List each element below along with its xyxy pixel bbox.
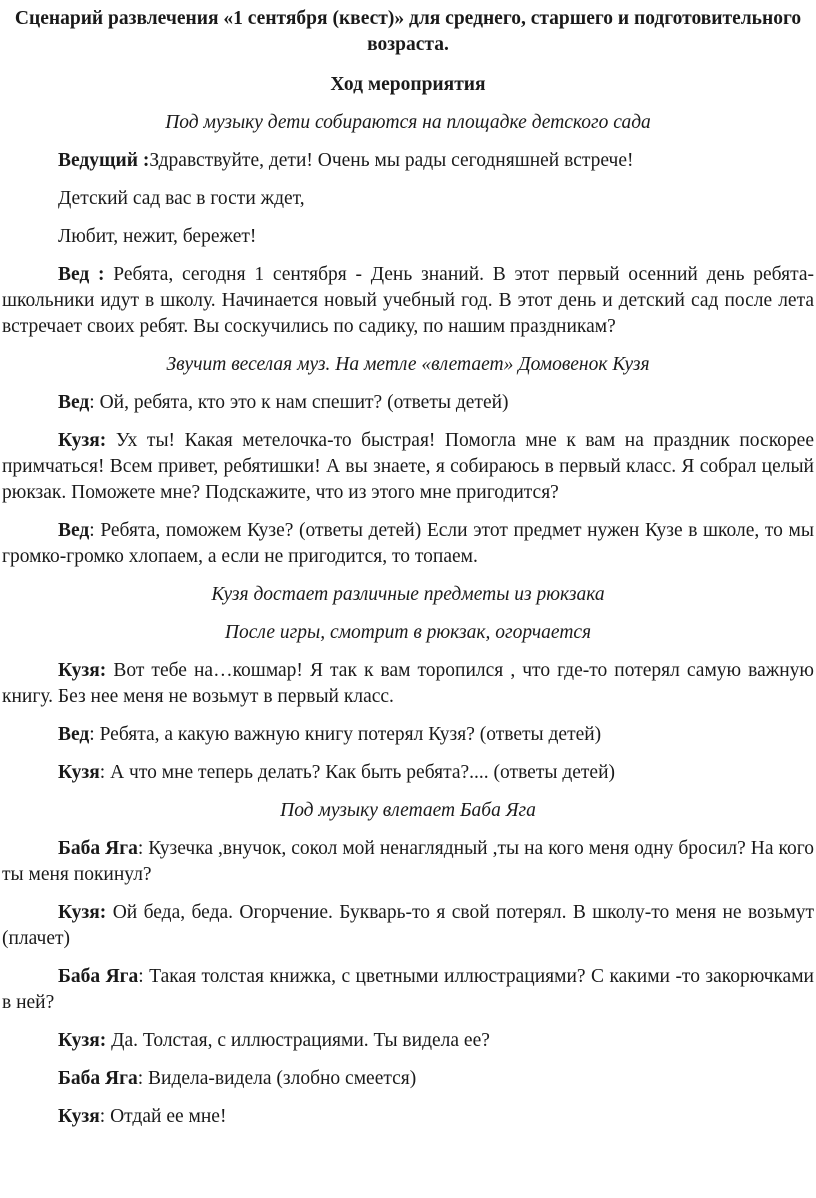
dialogue-line xyxy=(2,262,814,340)
dialogue-line xyxy=(2,900,814,952)
line-text: : Отдай ее мне! xyxy=(99,1106,227,1127)
line-text: : Такая толстая книжка, с цветными иллюстрациями? С какими -то закорючками в ней? xyxy=(2,966,814,1013)
line-text: Здравствуйте, дети! Очень мы рады сегодняшней встрече! xyxy=(149,150,634,171)
dialogue-line xyxy=(2,760,814,786)
speaker-label: Кузя: xyxy=(58,1030,107,1051)
section-heading: Ход мероприятия xyxy=(330,74,486,95)
line-text: : Ребята, а какую важную книгу потерял Кузя? (ответы детей) xyxy=(89,724,602,745)
speaker-label: Кузя xyxy=(58,762,100,783)
line-text: Вот тебе на…кошмар! Я так к вам торопился , что где-то потерял самую важную книгу. Без нее меня не возьмут в первый класс. xyxy=(2,660,814,707)
line-text: Детский сад вас в гости ждет, xyxy=(58,188,305,209)
speaker-label: Вед : xyxy=(58,264,105,285)
speaker-label: Баба Яга xyxy=(58,838,138,859)
speaker-label: Кузя: xyxy=(58,660,107,681)
document-title: Сценарий развлечения «1 сентября (квест)» для среднего, старшего и подготовительного возраста. xyxy=(14,8,802,55)
dialogue-line xyxy=(2,518,814,570)
line-text: : А что мне теперь делать? Как быть ребята?.... (ответы детей) xyxy=(99,762,615,783)
speaker-label: Кузя: xyxy=(58,430,107,451)
stage-direction: Под музыку дети собираются на площадке детского сада xyxy=(165,112,651,133)
speaker-label: Вед xyxy=(58,520,90,541)
stage-direction: Под музыку влетает Баба Яга xyxy=(280,800,536,821)
dialogue-line xyxy=(2,658,814,710)
line-text: Ух ты! Какая метелочка-то быстрая! Помогла мне к вам на праздник поскорее примчаться! Всем привет, ребятишки! А вы знаете, я собираюсь в первый класс. Я собрал целый рюкзак. Поможете мне? Подскажите, что из этого мне пригодится? xyxy=(2,430,814,503)
speaker-label: Ведущий : xyxy=(58,150,150,171)
dialogue-line xyxy=(2,148,814,174)
speaker-label: Кузя xyxy=(58,1106,100,1127)
line-text: Любит, нежит, бережет! xyxy=(58,226,257,247)
dialogue-line xyxy=(2,186,814,212)
speaker-label: Вед xyxy=(58,392,90,413)
speaker-label: Баба Яга xyxy=(58,1068,138,1089)
line-text: : Кузечка ,внучок, сокол мой ненаглядный ,ты на кого меня одну бросил? На кого ты меня покинул? xyxy=(2,838,814,885)
line-text: Да. Толстая, с иллюстрациями. Ты видела ее? xyxy=(106,1030,490,1051)
dialogue-line xyxy=(2,1028,814,1054)
line-text: Ой беда, беда. Огорчение. Букварь-то я свой потерял. В школу-то меня не возьмут (плачет) xyxy=(2,902,814,949)
speaker-label: Баба Яга xyxy=(58,966,139,987)
speaker-label: Кузя: xyxy=(58,902,107,923)
stage-direction: Кузя достает различные предметы из рюкзака xyxy=(211,584,605,605)
line-text: : Ребята, поможем Кузе? (ответы детей) Если этот предмет нужен Кузе в школе, то мы громко-громко хлопаем, а если не пригодится, то топаем. xyxy=(2,520,814,567)
dialogue-line xyxy=(2,224,814,250)
line-text: Ребята, сегодня 1 сентября - День знаний. В этот первый осенний день ребята-школьники идут в школу. Начинается новый учебный год. В этот день и детский сад после лета встречает своих ребят. Вы соскучились по садику, по нашим праздникам? xyxy=(2,264,814,337)
dialogue-line xyxy=(2,1066,814,1092)
line-text: : Ой, ребята, кто это к нам спешит? (ответы детей) xyxy=(89,392,509,413)
line-text: : Видела-видела (злобно смеется) xyxy=(137,1068,417,1089)
stage-direction: После игры, смотрит в рюкзак, огорчается xyxy=(224,622,592,643)
speaker-label: Вед xyxy=(58,724,90,745)
dialogue-line xyxy=(2,1104,814,1130)
dialogue-line xyxy=(2,428,814,506)
dialogue-line xyxy=(2,964,814,1016)
stage-direction: Звучит веселая муз. На метле «влетает» Домовенок Кузя xyxy=(166,354,650,375)
dialogue-line xyxy=(2,836,814,888)
dialogue-line xyxy=(2,722,814,748)
dialogue-line xyxy=(2,390,814,416)
